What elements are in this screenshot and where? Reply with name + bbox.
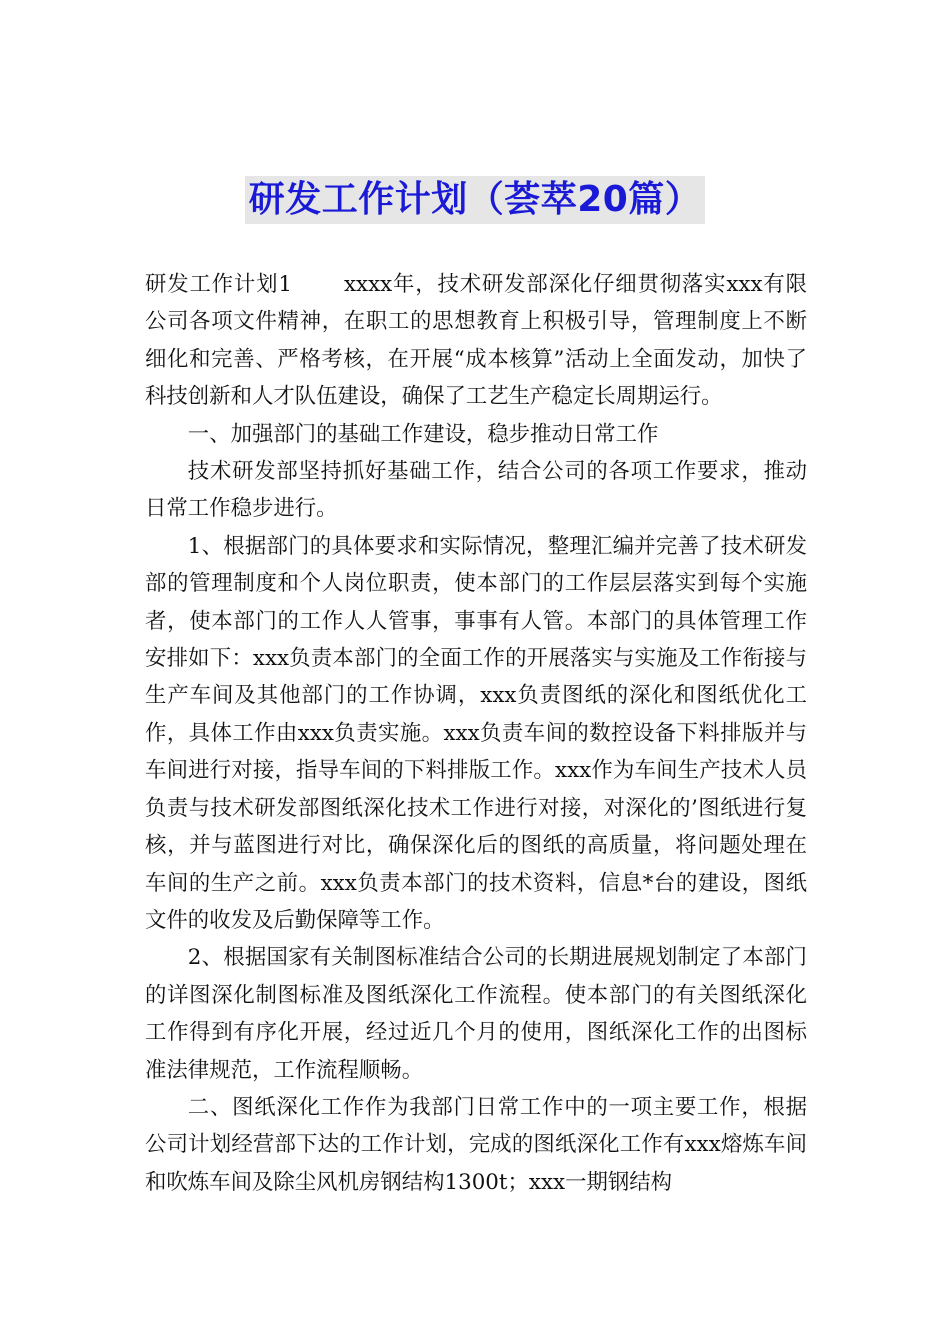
document-title: 研发工作计划（荟萃20篇） <box>245 176 706 224</box>
document-body <box>145 266 807 1201</box>
title-container <box>0 176 950 224</box>
section-heading-2: 二、图纸深化工作作为我部门日常工作中的一项主要工作，根据公司计划经营部下达的工作计划，完成的图纸深化工作有xxx熔炼车间和吹炼车间及除尘风机房钢结构1300t；xxx一期钢结构 <box>145 1094 807 1195</box>
paragraph: 2、根据国家有关制图标准结合公司的长期进展规划制定了本部门的详图深化制图标准及图纸深化工作流程。使本部门的有关图纸深化工作得到有序化开展，经过近几个月的使用，图纸深化工作的出图标准法律规范，工作流程顺畅。 <box>145 945 807 1083</box>
intro-paragraph <box>145 266 807 416</box>
paragraph-text: xxxx年，技术研发部深化仔细贯彻落实xxx有限公司各项文件精神，在职工的思想教育上积极引导，管理制度上不断细化和完善、严格考核，在开展“成本核算”活动上全面发动，加快了科技创新和人才队伍建设，确保了工艺生产稳定长周期运行。 <box>145 272 807 410</box>
section-heading-1: 一、加强部门的基础工作建设，稳步推动日常工作 <box>187 421 659 447</box>
paragraph: 技术研发部坚持抓好基础工作，结合公司的各项工作要求，推动日常工作稳步进行。 <box>145 459 807 522</box>
paragraph: 1、根据部门的具体要求和实际情况，整理汇编并完善了技术研发部的管理制度和个人岗位职责，使本部门的工作层层落实到每个实施者，使本部门的工作人人管事，事事有人管。本部门的具体管理工作安排如下：xxx负责本部门的全面工作的开展落实与实施及工作衔接与生产车间及其他部门的工作协调，xxx负责图纸的深化和图纸优化工作，具体工作由xxx负责实施。xxx负责车间的数控设备下料排版并与车间进行对接，指导车间的下料排版工作。xxx作为车间生产技术人员负责与技术研发部图纸深化技术工作进行对接，对深化的’图纸进行复核，并与蓝图进行对比，确保深化后的图纸的高质量，将问题处理在车间的生产之前。xxx负责本部门的技术资料，信息*台的建设，图纸文件的收发及后勤保障等工作。 <box>145 533 807 933</box>
heading-label: 研发工作计划1 <box>145 272 292 297</box>
